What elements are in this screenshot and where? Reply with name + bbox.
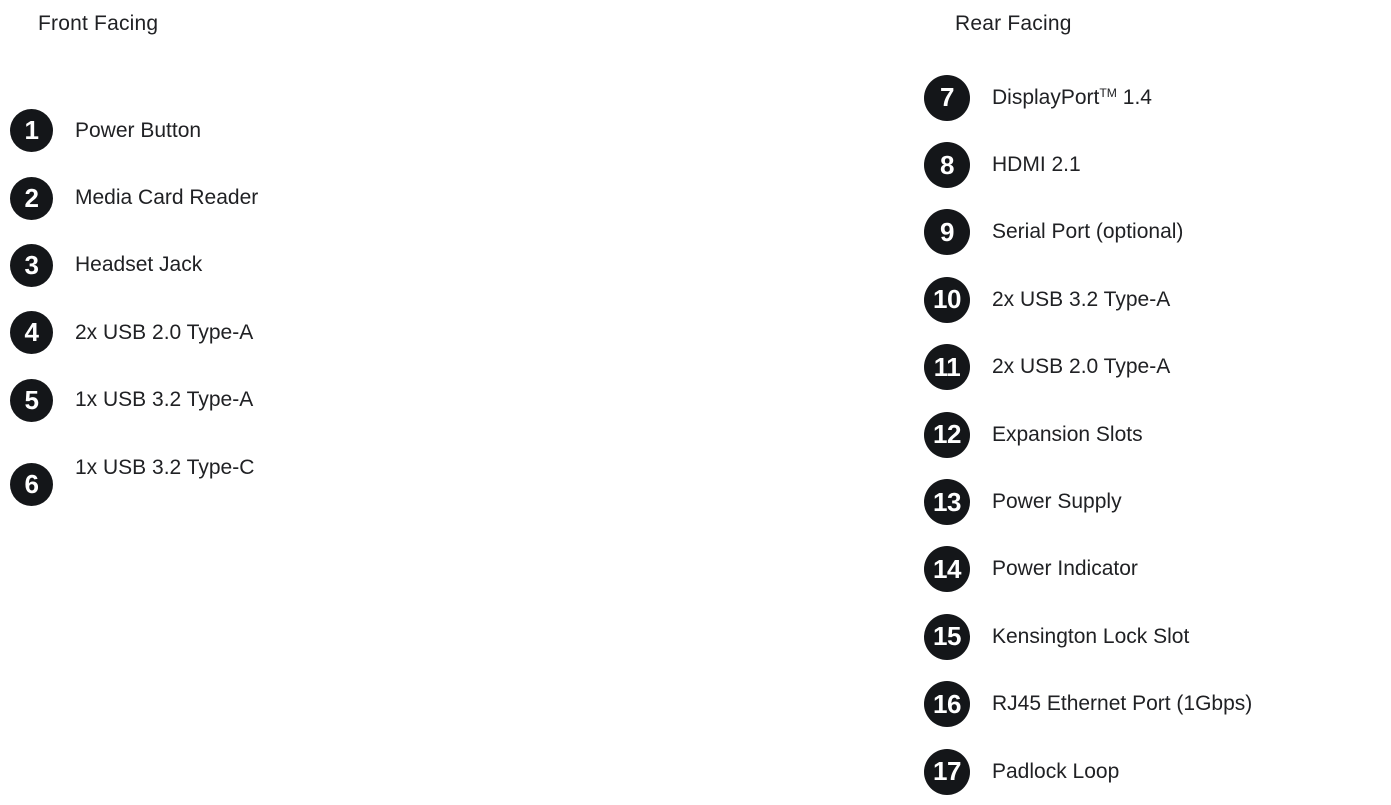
item-label: Padlock Loop	[992, 759, 1120, 783]
item-label: 2x USB 2.0 Type-A	[992, 355, 1171, 379]
rear-facing-title: Rear Facing	[955, 12, 1072, 35]
port-list-item	[924, 266, 1252, 333]
item-number-badge: 2	[10, 177, 53, 220]
item-label: Power Supply	[992, 490, 1122, 514]
item-label: Kensington Lock Slot	[992, 624, 1190, 648]
item-number-badge: 15	[924, 614, 970, 660]
item-label: HDMI 2.1	[992, 153, 1081, 177]
item-label: Expansion Slots	[992, 422, 1143, 446]
port-list-item	[924, 738, 1252, 805]
item-number-badge: 10	[924, 277, 970, 323]
front-facing-title: Front Facing	[38, 12, 159, 35]
item-label: 2x USB 2.0 Type-A	[75, 320, 254, 344]
port-list-item	[924, 199, 1252, 266]
item-number-badge: 12	[924, 412, 970, 458]
port-list-item	[924, 603, 1252, 670]
item-label: Serial Port (optional)	[992, 220, 1184, 244]
item-label: Power Button	[75, 118, 202, 142]
item-number-badge: 13	[924, 479, 970, 525]
port-list-item	[924, 671, 1252, 738]
item-number-badge: 6	[10, 463, 53, 506]
port-list-item	[10, 232, 258, 299]
port-list-item	[10, 434, 258, 501]
item-label: Power Indicator	[992, 557, 1138, 581]
port-list-item	[10, 97, 258, 164]
item-number-badge: 8	[924, 142, 970, 188]
port-list-item	[10, 164, 258, 231]
item-number-badge: 11	[924, 344, 970, 390]
port-list-item	[10, 367, 258, 434]
port-list-item	[924, 334, 1252, 401]
item-label: RJ45 Ethernet Port (1Gbps)	[992, 692, 1253, 716]
item-number-badge: 4	[10, 311, 53, 354]
port-list-item	[924, 536, 1252, 603]
item-label: 2x USB 3.2 Type-A	[992, 287, 1171, 311]
port-list-item	[924, 468, 1252, 535]
port-list-item	[924, 131, 1252, 198]
item-label: 1x USB 3.2 Type-A	[75, 388, 254, 412]
port-list-item	[924, 401, 1252, 468]
item-label: 1x USB 3.2 Type-C	[75, 455, 255, 479]
front-ports-list	[10, 97, 258, 501]
item-number-badge: 9	[924, 209, 970, 255]
rear-ports-list	[924, 64, 1252, 805]
item-number-badge: 17	[924, 749, 970, 795]
item-label: DisplayPort™ 1.4	[992, 85, 1152, 109]
port-list-item	[10, 299, 258, 366]
item-label: Headset Jack	[75, 253, 203, 277]
item-label: Media Card Reader	[75, 186, 259, 210]
item-number-badge: 14	[924, 546, 970, 592]
item-number-badge: 5	[10, 379, 53, 422]
item-number-badge: 16	[924, 681, 970, 727]
item-number-badge: 3	[10, 244, 53, 287]
item-number-badge: 1	[10, 109, 53, 152]
trademark-superscript: TM	[1099, 86, 1117, 101]
item-number-badge: 7	[924, 75, 970, 121]
port-list-item	[924, 64, 1252, 131]
